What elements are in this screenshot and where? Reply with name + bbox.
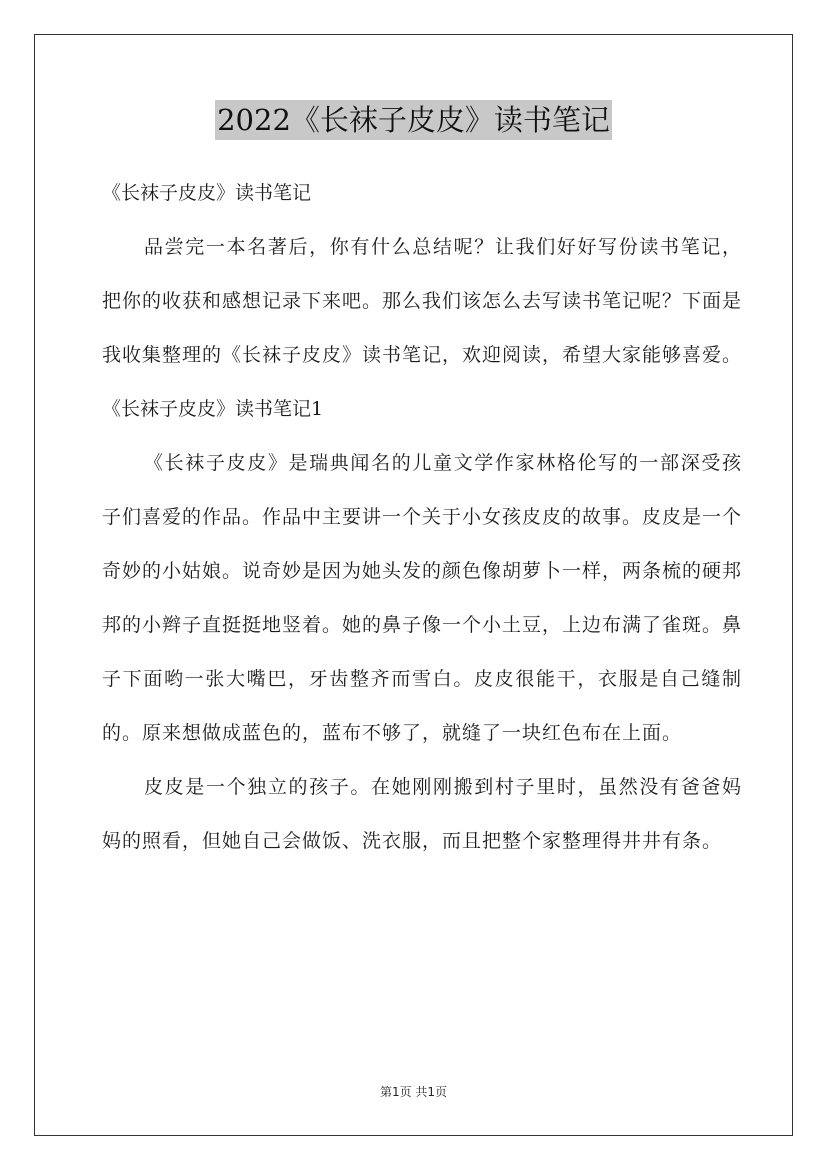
document-title: 2022《长袜子皮皮》读书笔记 [215, 100, 612, 140]
intro-paragraph: 品尝完一本名著后，你有什么总结呢？让我们好好写份读书笔记，把你的收获和感想记录下来吧。那么我们该怎么去写读书笔记呢？下面是我收集整理的《长袜子皮皮》读书笔记，欢迎阅读，希望大家能够喜爱。 [102, 236, 743, 366]
title-container [0, 100, 827, 140]
body-paragraph-1: 《长袜子皮皮》是瑞典闻名的儿童文学作家林格伦写的一部深受孩子们喜爱的作品。作品中主要讲一个关于小女孩皮皮的故事。皮皮是一个奇妙的小姑娘。说奇妙是因为她头发的颜色像胡萝卜一样，两条梳的硬邦邦的小辫子直挺挺地竖着。她的鼻子像一个小土豆，上边布满了雀斑。鼻子下面哟一张大嘴巴，牙齿整齐而雪白。皮皮很能干，衣服是自己缝制的。原来想做成蓝色的，蓝布不够了，就缝了一块红色布在上面。 [102, 452, 743, 744]
document-body [102, 166, 742, 868]
page-footer: 第1页 共1页 [379, 1085, 448, 1099]
section-heading-intro: 《长袜子皮皮》读书笔记 [102, 182, 312, 204]
body-paragraph-2: 皮皮是一个独立的孩子。在她刚刚搬到村子里时，虽然没有爸爸妈妈的照看，但她自己会做饭、洗衣服，而且把整个家整理得井井有条。 [102, 776, 742, 852]
section-heading-note-1: 《长袜子皮皮》读书笔记1 [102, 398, 324, 420]
